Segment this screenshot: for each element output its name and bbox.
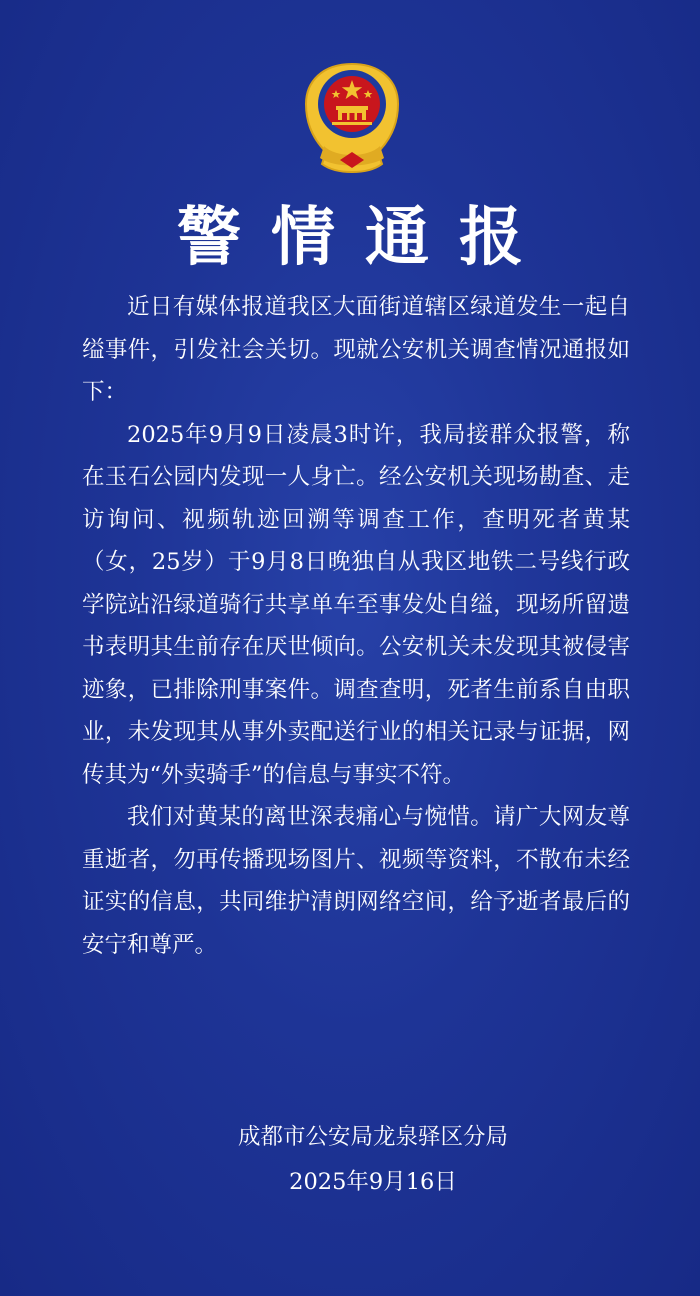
notice-title: 警情通报 <box>177 201 553 275</box>
notice-paragraph-intro: 近日有媒体报道我区大面街道辖区绿道发生一起自缢事件，引发社会关切。现就公安机关调查情况通报如下： <box>82 294 630 405</box>
issuer-name: 成都市公安局龙泉驿区分局 <box>237 1124 508 1150</box>
issue-date: 2025年9月16日 <box>289 1169 457 1195</box>
notice-paragraph-details: 2025年9月9日凌晨3时许，我局接群众报警，称在玉石公园内发现一人身亡。经公安机关现场勘查、走访询问、视频轨迹回溯等调查工作，查明死者黄某（女，25岁）于9月8日晚独自从我区地铁二号线行政学院站沿绿道骑行共享单车至事发处自缢，现场所留遗书表明其生前存在厌世倾向。公安机关未发现其被侵害迹象，已排除刑事案件。调查查明，死者生前系自由职业，未发现其从事外卖配送行业的相关记录与证据，网传其为“外卖骑手”的信息与事实不符。 <box>82 421 630 788</box>
notice-body <box>82 286 630 966</box>
notice-paragraph-appeal: 我们对黄某的离世深表痛心与惋惜。请广大网友尊重逝者，勿再传播现场图片、视频等资料，不散布未经证实的信息，共同维护清朗网络空间，给予逝者最后的安宁和尊严。 <box>82 804 630 958</box>
police-emblem-icon <box>300 60 404 176</box>
